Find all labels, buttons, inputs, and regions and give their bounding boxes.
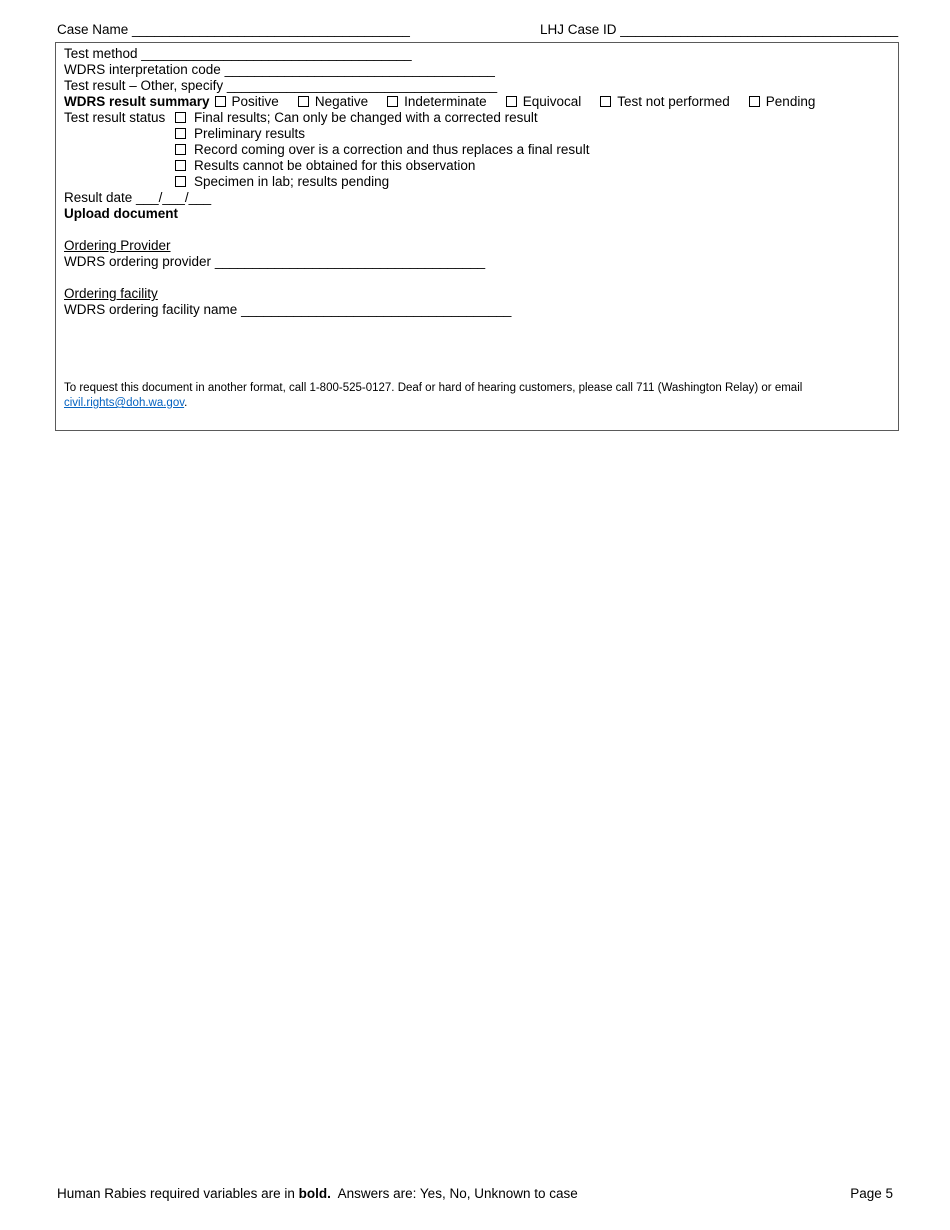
result-summary-option-indeterminate [387,94,487,109]
spacer [64,270,890,286]
test-method-label: Test method [64,46,142,61]
footer-note-suffix: Answers are: Yes, No, Unknown to case [330,1186,578,1201]
specimen-in-lab-label: Specimen in lab; results pending [194,174,390,189]
equivocal-label: Equivocal [522,94,582,109]
ordering-provider-heading-row [64,238,890,254]
interpretation-code-label: WDRS interpretation code [64,62,225,77]
negative-checkbox[interactable] [298,96,309,107]
civil-rights-email-link[interactable]: civil.rights@doh.wa.gov [64,397,185,409]
ordering-facility-heading-row [64,286,890,302]
status-option-specimen-in-lab [175,174,589,190]
result-date-field [64,190,890,206]
accessibility-note-period: . [184,397,188,409]
pending-label: Pending [765,94,816,109]
result-date-blank-line: ___/___/___ [136,190,212,205]
positive-checkbox[interactable] [215,96,226,107]
indeterminate-label: Indeterminate [404,94,487,109]
specimen-in-lab-checkbox[interactable] [175,176,186,187]
page-footer [57,1186,893,1202]
final-results-checkbox[interactable] [175,112,186,123]
result-date-label: Result date [64,190,137,205]
test-not-performed-checkbox[interactable] [600,96,611,107]
test-method-blank-line: ____________________________________ [141,46,412,61]
result-summary-option-pending [749,94,816,109]
footer-note-prefix: Human Rabies required variables are in [57,1186,299,1201]
ordering-facility-heading: Ordering facility [64,286,158,301]
test-result-other-blank-line: ____________________________________ [226,78,498,93]
lhj-case-id-label: LHJ Case ID [540,22,621,37]
footer-note [57,1186,578,1202]
case-name-blank-line: _____________________________________ [132,22,410,37]
test-result-status-label: Test result status [64,110,170,125]
accessibility-note-text: To request this document in another format, call 1-800-525-0127. Deaf or hard of hearing customers, please call 711 (Washington Relay) or email [64,382,803,394]
status-option-correction [175,142,589,158]
ordering-provider-blank-line: ____________________________________ [214,254,486,269]
test-not-performed-label: Test not performed [617,94,730,109]
test-result-other-field [64,78,890,94]
lhj-case-id-field [540,22,898,37]
interpretation-code-field [64,62,890,78]
ordering-facility-label: WDRS ordering facility name [64,302,242,317]
wdrs-result-summary-label: WDRS result summary [64,94,210,109]
final-results-label: Final results; Can only be changed with a corrected result [194,110,538,125]
case-name-label: Case Name [57,22,133,37]
wdrs-result-summary-row [64,94,890,110]
ordering-facility-field [64,302,890,318]
status-option-cannot-obtain [175,158,589,174]
test-method-field [64,46,890,62]
correction-label: Record coming over is a correction and thus replaces a final result [194,142,590,157]
ordering-provider-field [64,254,890,270]
ordering-provider-label: WDRS ordering provider [64,254,215,269]
cannot-obtain-label: Results cannot be obtained for this observation [194,158,476,173]
form-section-box [55,42,899,431]
ordering-provider-heading: Ordering Provider [64,238,171,253]
equivocal-checkbox[interactable] [506,96,517,107]
result-summary-option-positive [215,94,279,109]
pending-checkbox[interactable] [749,96,760,107]
case-name-field [57,22,410,37]
spacer [64,222,890,238]
footer-note-bold-word: bold. [298,1186,331,1201]
correction-checkbox[interactable] [175,144,186,155]
positive-label: Positive [231,94,279,109]
interpretation-code-blank-line: ____________________________________ [224,62,495,77]
preliminary-results-checkbox[interactable] [175,128,186,139]
test-result-status-block [64,110,890,190]
status-option-final-results [175,110,589,126]
status-option-preliminary [175,126,589,142]
indeterminate-checkbox[interactable] [387,96,398,107]
upload-document-label: Upload document [64,206,178,221]
test-result-other-label: Test result – Other, specify [64,78,227,93]
cannot-obtain-checkbox[interactable] [175,160,186,171]
lhj-case-id-blank-line: _____________________________________ [620,22,899,37]
ordering-facility-blank-line: ____________________________________ [241,302,512,317]
result-summary-option-equivocal [506,94,582,109]
accessibility-note [64,381,866,411]
test-result-status-options [175,110,589,190]
preliminary-results-label: Preliminary results [194,126,306,141]
result-summary-option-test-not-performed [600,94,730,109]
negative-label: Negative [314,94,369,109]
result-summary-option-negative [298,94,368,109]
page-number: Page 5 [850,1186,893,1201]
